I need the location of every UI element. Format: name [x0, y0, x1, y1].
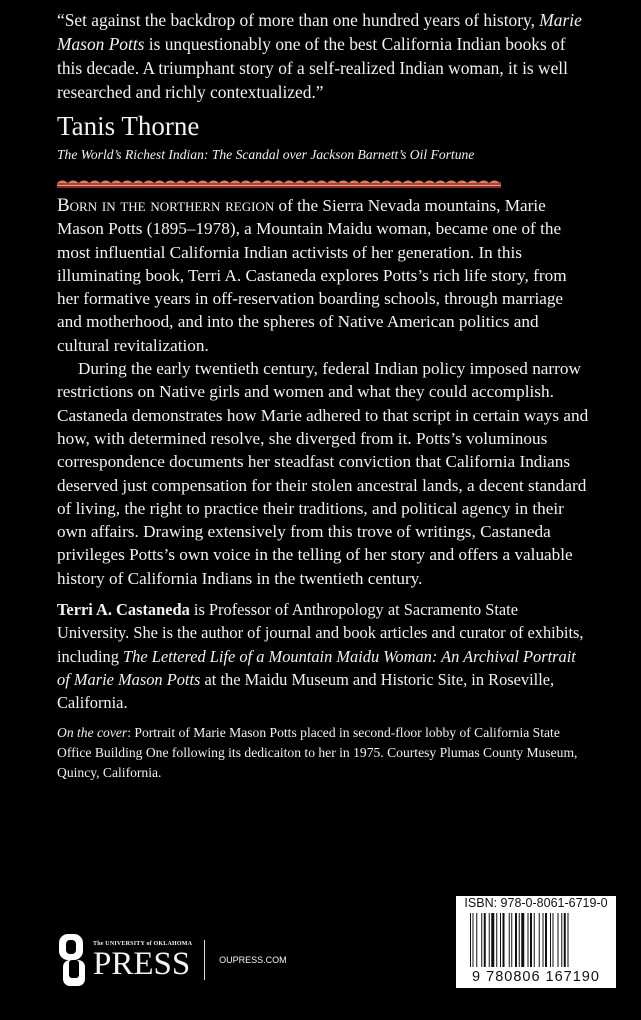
press-wordmark: PRESS: [93, 946, 191, 982]
barcode-bar: [539, 913, 540, 967]
isbn-label: ISBN: 978-0-8061-6719-0: [464, 896, 608, 910]
publisher-website: OUPRESS.COM: [219, 955, 287, 965]
barcode-bar: [476, 913, 477, 967]
barcode-bar: [500, 913, 501, 967]
barcode-bar: [491, 913, 494, 967]
bio-exhibit-title: The Lettered Life of a Mountain Maidu Woman: An Archival Portrait of Marie Mason Potts: [57, 646, 576, 689]
barcode-digits: 9 780806 167190: [472, 969, 600, 985]
description: [57, 194, 592, 590]
endorsement-quote: [57, 8, 592, 104]
paragraph-text: of the Sierra Nevada mountains, Marie Mason Potts (1895–1978), a Mountain Maidu woman, became one of the most influential California Indian activists of her generation. In this illuminating book, Terri A. Castaneda explores Potts’s rich life story, from her formative years in off-reservation boarding schools, through marriage and motherhood, and into the spheres of Native American politics and cultural revitalization.: [57, 196, 567, 355]
barcode-bar: [511, 913, 512, 967]
cover-note: [57, 723, 592, 783]
barcode-bar: [558, 913, 559, 967]
barcode-bar: [489, 913, 490, 967]
barcode-bar: [553, 913, 554, 967]
decorative-border: [57, 178, 501, 188]
barcode-bars: [470, 913, 604, 967]
barcode-bar: [496, 913, 497, 967]
barcode-bar: [481, 913, 482, 967]
cover-note-text: : Portrait of Marie Mason Potts placed in second-floor lobby of California State Office Building One following its dedicaiton to her in 1975. Courtesy Plumas County Museum, Quincy, California.: [57, 724, 578, 780]
bio-text-end: at the Maidu Museum and Historic Site, in Roseville, California.: [57, 669, 555, 713]
quote-source: The World’s Richest Indian: The Scandal over Jackson Barnett’s Oil Fortune: [57, 147, 475, 162]
barcode-bar: [545, 913, 547, 967]
barcode-bar: [473, 913, 474, 967]
barcode-bar: [470, 913, 471, 967]
cover-text: [57, 8, 592, 783]
university-name: The UNIVERSITY of OKLAHOMA: [93, 941, 193, 947]
quote-text: “Set against the backdrop of more than one hundred years of history,: [57, 10, 540, 30]
author-bio: [57, 598, 592, 714]
barcode-bar: [561, 913, 562, 967]
barcode-bar: [534, 913, 535, 967]
barcode-bar: [509, 913, 510, 967]
cover-note-label: On the cover: [57, 724, 128, 740]
barcode-bar: [564, 913, 566, 967]
description-paragraph-2: During the early twentieth century, federal Indian policy imposed narrow restrictions on Native girls and women and what they could accomplish. Castaneda demonstrates how Marie adhered to that script in certain ways and how, with determined resolve, she diverged from it. Potts’s voluminous correspondence documents her steadfast conviction that California Indians deserved just compensation for their stolen ancestral lands, a decent standard of living, the right to practice their traditions, and political agency in their own affairs. Drawing extensively from this trove of writings, Castaneda privileges Potts’s own voice in the telling of her story and offers a valuable history of California Indians in the twentieth century.: [57, 359, 589, 588]
isbn-barcode: [456, 896, 616, 988]
quote-author: Tanis Thorne: [57, 111, 200, 141]
barcode-bar: [503, 913, 505, 967]
barcode-bar: [543, 913, 544, 967]
bio-name: Terri A. Castaneda: [57, 600, 190, 620]
quote-text-end: is unquestionably one of the best California Indian books of this decade. A triumphant story of a self-realized Indian woman, it is well researched and richly contextualized.”: [57, 34, 568, 102]
barcode-bar: [484, 913, 486, 967]
barcode-bar: [568, 913, 569, 967]
barcode-bar: [550, 913, 551, 967]
barcode-bar: [528, 913, 529, 967]
barcode-bar: [515, 913, 517, 967]
lead-in: Born in the northern region: [57, 195, 275, 216]
barcode-bar: [530, 913, 532, 967]
publisher-logo: [57, 930, 287, 990]
bio-text: is Professor of Anthropology at Sacramento State University. She is the author of journal and book articles and curator of exhibits, including: [57, 600, 584, 666]
barcode-bar: [521, 913, 524, 967]
description-paragraph-1: [57, 194, 592, 357]
divider: [204, 940, 205, 980]
barcode-bar: [519, 913, 520, 967]
ou-logo-icon: [57, 932, 89, 988]
quote-book-title: Marie Mason Potts: [57, 10, 582, 54]
